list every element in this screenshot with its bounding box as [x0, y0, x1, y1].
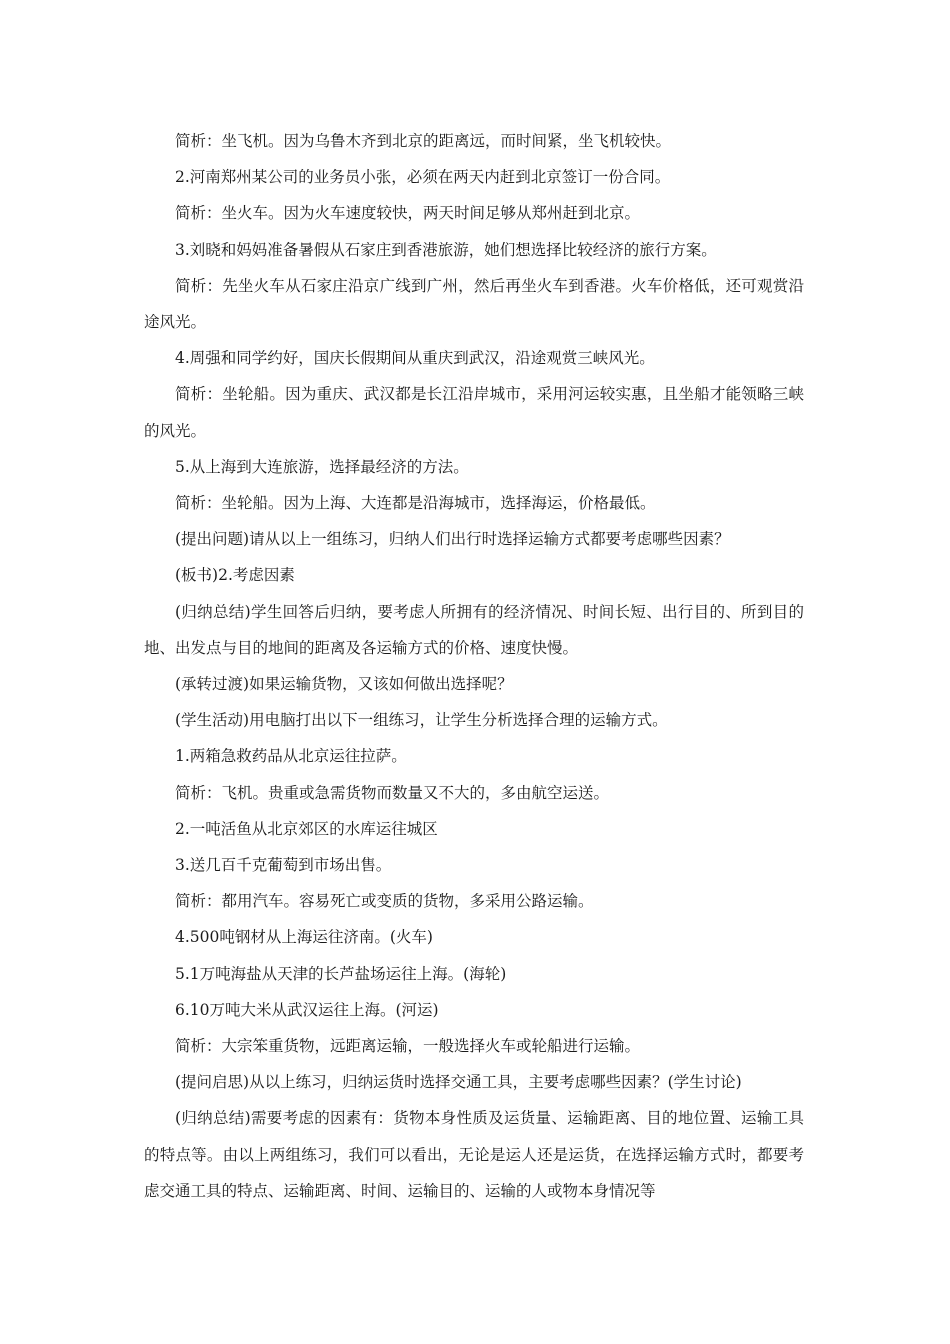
paragraph: 2.一吨活鱼从北京郊区的水库运往城区 — [175, 819, 438, 838]
paragraph: 简析：先坐火车从石家庄沿京广线到广州，然后再坐火车到香港。火车价格低，还可观赏沿途风光。 — [144, 276, 804, 332]
paragraph: 4.周强和同学约好，国庆长假期间从重庆到武汉，沿途观赏三峡风光。 — [175, 349, 655, 368]
paragraph: 3.送几百千克葡萄到市场出售。 — [175, 856, 392, 875]
paragraph: (板书)2.考虑因素 — [175, 566, 295, 585]
paragraph: 简析：坐飞机。因为乌鲁木齐到北京的距离远，而时间紧，坐飞机较快。 — [175, 132, 672, 150]
paragraph: 5.1万吨海盐从天津的长芦盐场运往上海。(海轮) — [175, 964, 507, 983]
paragraph: 简析：坐轮船。因为重庆、武汉都是长江沿岸城市，采用河运较实惠，且坐船才能领略三峡的风光。 — [144, 385, 804, 440]
document-body — [144, 123, 804, 1209]
paragraph: 简析：大宗笨重货物，远距离运输，一般选择火车或轮船进行运输。 — [175, 1037, 641, 1056]
paragraph: 2.河南郑州某公司的业务员小张，必须在两天内赶到北京签订一份合同。 — [175, 168, 671, 187]
paragraph: 简析：坐火车。因为火车速度较快，两天时间足够从郑州赶到北京。 — [175, 204, 641, 223]
paragraph: 5.从上海到大连旅游，选择最经济的方法。 — [175, 457, 469, 476]
paragraph: (提出问题)请从以上一组练习，归纳人们出行时选择运输方式都要考虑哪些因素？ — [175, 530, 730, 549]
paragraph: (学生活动)用电脑打出以下一组练习，让学生分析选择合理的运输方式。 — [175, 711, 668, 730]
paragraph: 简析：飞机。贵重或急需货物而数量又不大的，多由航空运送。 — [175, 783, 610, 802]
paragraph: 6.10万吨大米从武汉运往上海。(河运) — [175, 1000, 439, 1019]
paragraph: 简析：坐轮船。因为上海、大连都是沿海城市，选择海运，价格最低。 — [175, 494, 656, 513]
paragraph: 4.500吨钢材从上海运往济南。(火车) — [175, 928, 433, 947]
paragraph: 简析：都用汽车。容易死亡或变质的货物，多采用公路运输。 — [175, 892, 594, 911]
paragraph: (归纳总结)需要考虑的因素有：货物本身性质及运货量、运输距离、目的地位置、运输工具的特点等。由以上两组练习，我们可以看出，无论是运人还是运货，在选择运输方式时，都要考虑交通工具的特点、运输距离、时间、运输目的、运输的人或物本身情况等 — [144, 1109, 804, 1200]
paragraph: (承转过渡)如果运输货物，又该如何做出选择呢？ — [175, 675, 513, 694]
paragraph: (提问启思)从以上练习，归纳运货时选择交通工具，主要考虑哪些因素？(学生讨论) — [175, 1073, 742, 1092]
paragraph: 1.两箱急救药品从北京运往拉萨。 — [175, 747, 407, 766]
paragraph: 3.刘晓和妈妈准备暑假从石家庄到香港旅游，她们想选择比较经济的旅行方案。 — [175, 240, 717, 259]
paragraph: (归纳总结)学生回答后归纳，要考虑人所拥有的经济情况、时间长短、出行目的、所到目的地、出发点与目的地间的距离及各运输方式的价格、速度快慢。 — [144, 602, 804, 657]
